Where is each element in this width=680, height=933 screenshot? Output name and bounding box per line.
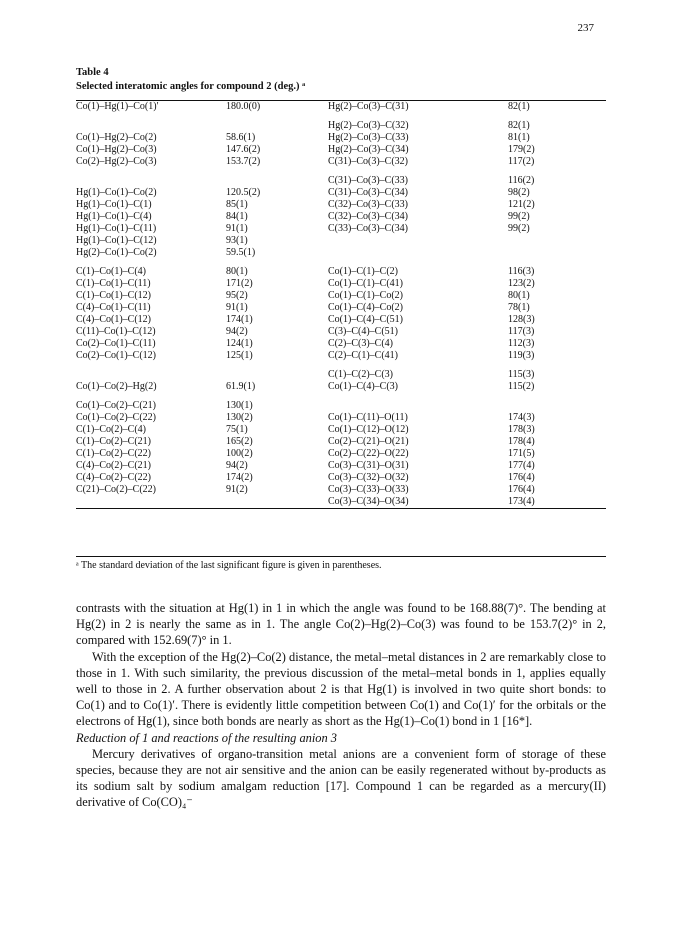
angle-label-left: Co(2)–Co(1)–C(12) [76,350,156,361]
angle-value-right: 171(5) [508,448,535,459]
angle-value-right [508,235,606,247]
angle-value-left: 61.9(1) [226,381,256,392]
spacer-cell [76,113,606,120]
table-footnote: ᵃ The standard deviation of the last significant figure is given in parentheses. [76,556,606,571]
row-spacer [76,259,606,266]
angle-label-left: Hg(1)–Co(1)–C(4) [76,211,152,222]
angle-label-right: Co(1)–C(1)–Co(2) [328,290,403,301]
row-spacer [76,362,606,369]
table-row [76,381,606,393]
angle-label-right: C(32)–Co(3)–C(34) [328,211,408,222]
section-heading: Reduction of 1 and reactions of the resulting anion 3 [76,730,337,745]
angle-label-right: Co(3)–C(33)–O(33) [328,484,409,495]
angle-value-right: 98(2) [508,187,530,198]
angle-label-right: Co(3)–C(34)–O(34) [328,496,409,507]
angle-label-left [76,369,226,381]
angle-label-right: Co(3)–C(32)–O(32) [328,472,409,483]
table-row [76,326,606,338]
angle-label-right: Co(2)–C(22)–O(22) [328,448,409,459]
angle-value-left: 91(2) [226,484,248,495]
angle-value-left [226,120,328,132]
angle-value-left: 125(1) [226,350,253,361]
angle-value-left: 94(2) [226,460,248,471]
angle-label-right: C(31)–Co(3)–C(32) [328,156,408,167]
angle-value-left: 130(2) [226,412,253,423]
angle-label-left: Hg(1)–Co(1)–C(11) [76,223,157,234]
angle-label-right: Hg(2)–Co(3)–C(34) [328,144,409,155]
table-row [76,400,606,412]
angle-label-left: C(1)–Co(1)–C(4) [76,266,146,277]
angle-label-right [328,235,508,247]
table-row [76,472,606,484]
table-row [76,187,606,199]
angle-value-left: 85(1) [226,199,248,210]
angle-label-left: Hg(1)–Co(1)–C(12) [76,235,157,246]
angle-value-right: 115(2) [508,381,535,392]
angle-label-right: Co(3)–C(31)–O(31) [328,460,409,471]
angle-label-left: C(4)–Co(2)–C(22) [76,472,151,483]
table-row [76,223,606,235]
table-row [76,144,606,156]
angle-label-right: C(2)–C(1)–C(41) [328,350,398,361]
paragraph-mercury-derivatives: Mercury derivatives of organo-transition metal anions are a convenient form of storage of these species, because they are not air sensitive and the anion can be easily regenerated without by-products as its sodium salt by sodium amalgam reduction [17]. Compound 1 can be regarded as a mercury(II) derivative of Co(CO)₄⁻ [76,746,606,810]
angle-label-right: Co(1)–C(4)–Co(2) [328,302,403,313]
angle-label-left: C(1)–Co(2)–C(22) [76,448,151,459]
table-row [76,448,606,460]
paragraph-continuation: contrasts with the situation at Hg(1) in 1 in which the angle was found to be 168.88(7)°. The bending at Hg(2) in 2 is nearly the same as in 1. The angle Co(2)–Hg(2)–Co(3) was found to be 153.7(2)° in 2, compared with 152.69(7)° in 1. [76,601,606,648]
angle-label-right: C(2)–C(3)–C(4) [328,338,393,349]
angle-label-right: Co(1)–C(1)–C(41) [328,278,403,289]
angle-value-left: 58.6(1) [226,132,256,143]
table-row [76,156,606,168]
angles-table-container [76,100,606,509]
table-row [76,314,606,326]
table-row [76,436,606,448]
table-row [76,338,606,350]
angles-table-body [76,101,606,508]
angle-value-right: 116(2) [508,175,535,186]
angle-value-right: 128(3) [508,314,535,325]
table-row [76,302,606,314]
angle-label-left: Co(1)–Co(2)–C(21) [76,400,156,411]
angle-value-right: 78(1) [508,302,530,313]
angle-value-left: 174(1) [226,314,253,325]
angles-table [76,101,606,508]
angle-value-left: 91(1) [226,302,248,313]
table-title: Table 4 [76,67,109,78]
table-row [76,199,606,211]
angle-value-right: 176(4) [508,472,535,483]
angle-value-left [226,175,328,187]
angle-label-right: Hg(2)–Co(3)–C(31) [328,101,409,112]
angle-value-left: 93(1) [226,235,248,246]
angle-value-left: 120.5(2) [226,187,261,198]
angle-label-right: Hg(2)–Co(3)–C(33) [328,132,409,143]
angle-value-right [508,247,606,259]
row-spacer [76,393,606,400]
angle-label-left: Co(1)–Hg(2)–Co(3) [76,144,157,155]
spacer-cell [76,168,606,175]
angle-value-right: 179(2) [508,144,535,155]
angle-label-right: Co(1)–C(4)–C(3) [328,381,398,392]
angle-label-left [76,175,226,187]
angle-value-right: 112(3) [508,338,535,349]
table-row [76,350,606,362]
angle-label-right: C(31)–Co(3)–C(33) [328,175,408,186]
angle-value-right: 123(2) [508,278,535,289]
angle-value-left: 59.5(1) [226,247,256,258]
spacer-cell [76,393,606,400]
angle-label-right: C(31)–Co(3)–C(34) [328,187,408,198]
angle-value-left: 100(2) [226,448,253,459]
angle-label-right: Co(1)–C(11)–O(11) [328,412,408,423]
angle-label-left: C(1)–Co(1)–C(11) [76,278,151,289]
angle-label-left: C(11)–Co(1)–C(12) [76,326,156,337]
angle-label-left: Co(1)–Co(2)–Hg(2) [76,381,157,392]
angle-label-right [328,400,508,412]
table-row [76,460,606,472]
table-row [76,369,606,381]
angle-label-right: C(3)–C(4)–C(51) [328,326,398,337]
angle-value-left [226,496,328,508]
angle-value-left: 180.0(0) [226,101,261,112]
angle-value-left: 165(2) [226,436,253,447]
angle-value-right: 176(4) [508,484,535,495]
angle-value-right: 117(2) [508,156,535,167]
angle-label-right: Hg(2)–Co(3)–C(32) [328,120,409,131]
angle-label-left: C(1)–Co(2)–C(4) [76,424,146,435]
angle-value-left: 174(2) [226,472,253,483]
angle-value-right: 177(4) [508,460,535,471]
angle-value-right: 99(2) [508,211,530,222]
table-row [76,412,606,424]
table-row [76,424,606,436]
angle-value-left: 95(2) [226,290,248,301]
table-row [76,211,606,223]
angle-value-right [508,400,606,412]
angle-value-right: 121(2) [508,199,535,210]
angle-value-right: 174(3) [508,412,535,423]
row-spacer [76,113,606,120]
angle-label-left: Co(1)–Co(2)–C(22) [76,412,156,423]
spacer-cell [76,259,606,266]
angle-value-right: 116(3) [508,266,535,277]
angle-label-left: Co(1)–Hg(1)–Co(1)′ [76,101,159,112]
angle-label-left: Hg(2)–Co(1)–Co(2) [76,247,157,258]
angle-label-left: C(4)–Co(1)–C(11) [76,302,151,313]
table-subtitle: Selected interatomic angles for compound 2 (deg.) ᵃ [76,81,306,92]
angle-label-left: C(1)–Co(1)–C(12) [76,290,151,301]
angle-value-right: 119(3) [508,350,535,361]
angle-label-left: Hg(1)–Co(1)–Co(2) [76,187,157,198]
angle-value-left: 153.7(2) [226,156,261,167]
angle-value-right: 99(2) [508,223,530,234]
table-row [76,484,606,496]
angle-label-left: C(4)–Co(2)–C(21) [76,460,151,471]
table-row [76,290,606,302]
body-text [76,600,606,811]
angle-label-right: Co(1)–C(12)–O(12) [328,424,409,435]
page-number: 237 [577,22,594,34]
angle-label-left [76,120,226,132]
paragraph-metal-distances: With the exception of the Hg(2)–Co(2) distance, the metal–metal distances in 2 are remarkably close to those in 1. With such similarity, the previous discussion of the metal–metal bonds in 1, applies equally well to those in 2. A further observation about 2 is that Hg(1) is involved in two quite short bonds: to Co(1) and to Co(1)′. There is evidently little competition between Co(1) and Co(1)′ for the orbitals or the electrons of Hg(1), since both bonds are nearly as short as the Hg(1)–Co(1) bond in 1 [16*]. [76,649,606,729]
angle-label-right [328,247,508,259]
angle-value-left: 80(1) [226,266,248,277]
angle-value-right: 178(4) [508,436,535,447]
angle-value-left: 130(1) [226,400,253,411]
spacer-cell [76,362,606,369]
table-row [76,247,606,259]
angle-value-right: 82(1) [508,101,530,112]
angle-value-left: 147.6(2) [226,144,261,155]
angle-value-right: 178(3) [508,424,535,435]
angle-value-right: 115(3) [508,369,535,380]
angle-label-right: C(1)–C(2)–C(3) [328,369,393,380]
angle-label-left: Co(2)–Co(1)–C(11) [76,338,156,349]
table-row [76,496,606,508]
angle-value-left: 124(1) [226,338,253,349]
angle-label-left: Co(2)–Hg(2)–Co(3) [76,156,157,167]
angle-label-left: Co(1)–Hg(2)–Co(2) [76,132,157,143]
angle-value-right: 82(1) [508,120,530,131]
angle-value-left: 171(2) [226,278,253,289]
angle-label-right: Co(1)–C(4)–C(51) [328,314,403,325]
angle-value-right: 81(1) [508,132,530,143]
angle-value-left: 75(1) [226,424,248,435]
angle-value-right: 173(4) [508,496,535,507]
angle-label-right: C(33)–Co(3)–C(34) [328,223,408,234]
angle-value-left: 84(1) [226,211,248,222]
angle-label-left: C(4)–Co(1)–C(12) [76,314,151,325]
table-row [76,132,606,144]
angle-label-right: C(32)–Co(3)–C(33) [328,199,408,210]
angle-label-left: Hg(1)–Co(1)–C(1) [76,199,152,210]
angle-value-left [226,369,328,381]
table-row [76,278,606,290]
angle-label-left: C(1)–Co(2)–C(21) [76,436,151,447]
angle-label-left [76,496,226,508]
angle-label-right: Co(2)–C(21)–O(21) [328,436,409,447]
table-row [76,120,606,132]
angle-value-right: 117(3) [508,326,535,337]
table-row [76,266,606,278]
row-spacer [76,168,606,175]
angle-value-left: 91(1) [226,223,248,234]
table-row [76,175,606,187]
angle-value-right: 80(1) [508,290,530,301]
table-row [76,101,606,113]
angle-value-left: 94(2) [226,326,248,337]
angle-label-left: C(21)–Co(2)–C(22) [76,484,156,495]
angle-label-right: Co(1)–C(1)–C(2) [328,266,398,277]
table-caption [76,66,606,94]
table-row [76,235,606,247]
